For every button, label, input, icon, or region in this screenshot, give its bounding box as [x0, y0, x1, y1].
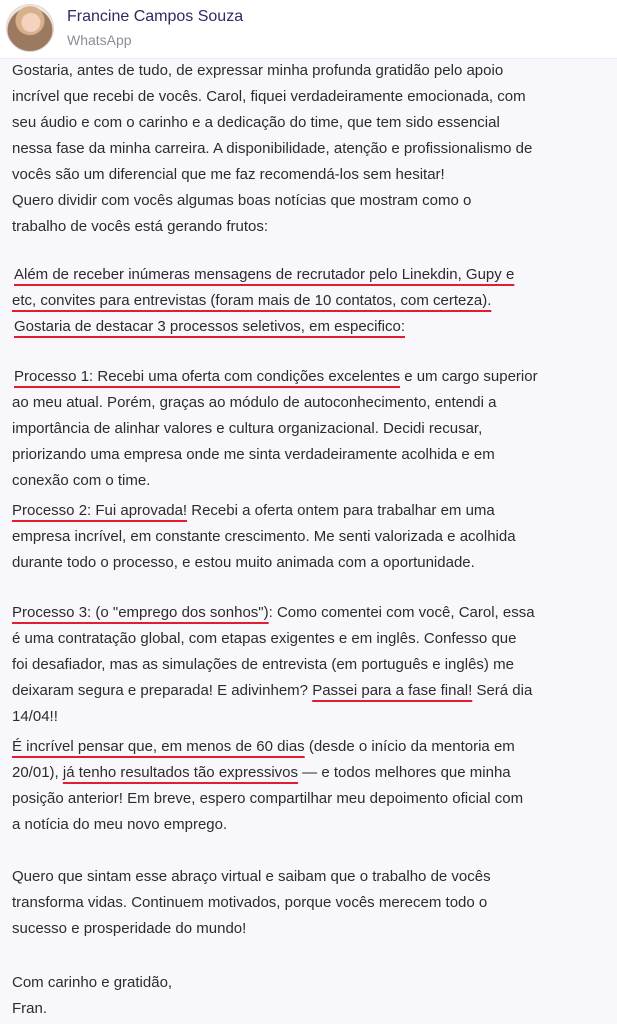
message-line	[12, 600, 535, 626]
message-line	[12, 678, 532, 704]
message-line: a notícia do meu novo emprego.	[12, 816, 228, 833]
message-line: seu áudio e com o carinho e a dedicação do time, que tem sido essencial	[12, 114, 500, 131]
highlight-text: É incrível pensar que, em menos de 60 dias	[12, 738, 305, 755]
plain-text: Recebi a oferta ontem para trabalhar em uma	[187, 502, 495, 519]
highlight-line: Além de receber inúmeras mensagens de recrutador pelo Linekdin, Gupy e	[14, 266, 515, 283]
message-line	[14, 364, 538, 390]
message-line: ao meu atual. Porém, graças ao módulo de autoconhecimento, entendi a	[12, 394, 497, 411]
plain-text: Será dia	[472, 682, 533, 699]
message-line: durante todo o processo, e estou muito animada com a oportunidade.	[12, 554, 475, 571]
plain-text: e um cargo superior	[400, 368, 538, 385]
message-line: conexão com o time.	[12, 472, 151, 489]
highlight-text: Processo 3: (o "emprego dos sonhos")	[12, 604, 269, 621]
highlight-line: etc, convites para entrevistas (foram mais de 10 contatos, com certeza).	[12, 292, 492, 309]
message-line	[12, 498, 495, 524]
message-line: trabalho de vocês está gerando frutos:	[12, 218, 268, 235]
plain-text: — e todos melhores que minha	[298, 764, 511, 781]
message-line: importância de alinhar valores e cultura organizacional. Decidi recusar,	[12, 420, 483, 437]
message-line: sucesso e prosperidade do mundo!	[12, 920, 247, 937]
message-line: Gostaria, antes de tudo, de expressar minha profunda gratidão pelo apoio	[12, 62, 504, 79]
highlight-text: já tenho resultados tão expressivos	[62, 764, 299, 781]
message-header	[0, 0, 617, 59]
message-line: é uma contratação global, com etapas exigentes e em inglês. Confesso que	[12, 630, 517, 647]
message-line: priorizando uma empresa onde me sinta verdadeiramente acolhida e em	[12, 446, 495, 463]
message-line: empresa incrível, em constante crescimento. Me senti valorizada e acolhida	[12, 528, 516, 545]
plain-text: : Como comentei com você, Carol, essa	[268, 604, 535, 621]
message-line: 14/04!!	[12, 708, 58, 725]
message-line: posição anterior! Em breve, espero compartilhar meu depoimento oficial com	[12, 790, 524, 807]
message-line: nessa fase da minha carreira. A disponibilidade, atenção e profissionalismo de	[12, 140, 533, 157]
avatar[interactable]	[6, 4, 54, 52]
message-line: Fran.	[12, 1000, 48, 1017]
highlight-line: Gostaria de destacar 3 processos seletivos, em especifico:	[14, 318, 406, 335]
sender-source: WhatsApp	[67, 32, 132, 48]
message-line: Quero que sintam esse abraço virtual e saibam que o trabalho de vocês	[12, 868, 491, 885]
plain-text: (desde o início da mentoria em	[304, 738, 515, 755]
plain-text: deixaram segura e preparada! E adivinhem?	[12, 682, 313, 699]
message-line: incrível que recebi de vocês. Carol, fiquei verdadeiramente emocionada, com	[12, 88, 526, 105]
highlight-text: Processo 1: Recebi uma oferta com condições excelentes	[14, 368, 401, 385]
message-line: foi desafiador, mas as simulações de entrevista (em português e inglês) me	[12, 656, 514, 673]
message-line: vocês são um diferencial que me faz recomendá-los sem hesitar!	[12, 166, 445, 183]
message-line	[12, 760, 511, 786]
message-line: Com carinho e gratidão,	[12, 974, 173, 991]
highlight-text: Passei para a fase final!	[312, 682, 473, 699]
message-line: transforma vidas. Continuem motivados, porque vocês merecem todo o	[12, 894, 488, 911]
plain-text: 20/01),	[12, 764, 63, 781]
sender-name[interactable]: Francine Campos Souza	[67, 8, 244, 25]
highlight-text: Processo 2: Fui aprovada!	[12, 502, 188, 519]
message-line	[12, 734, 515, 760]
message-line: Quero dividir com vocês algumas boas notícias que mostram como o	[12, 192, 472, 209]
